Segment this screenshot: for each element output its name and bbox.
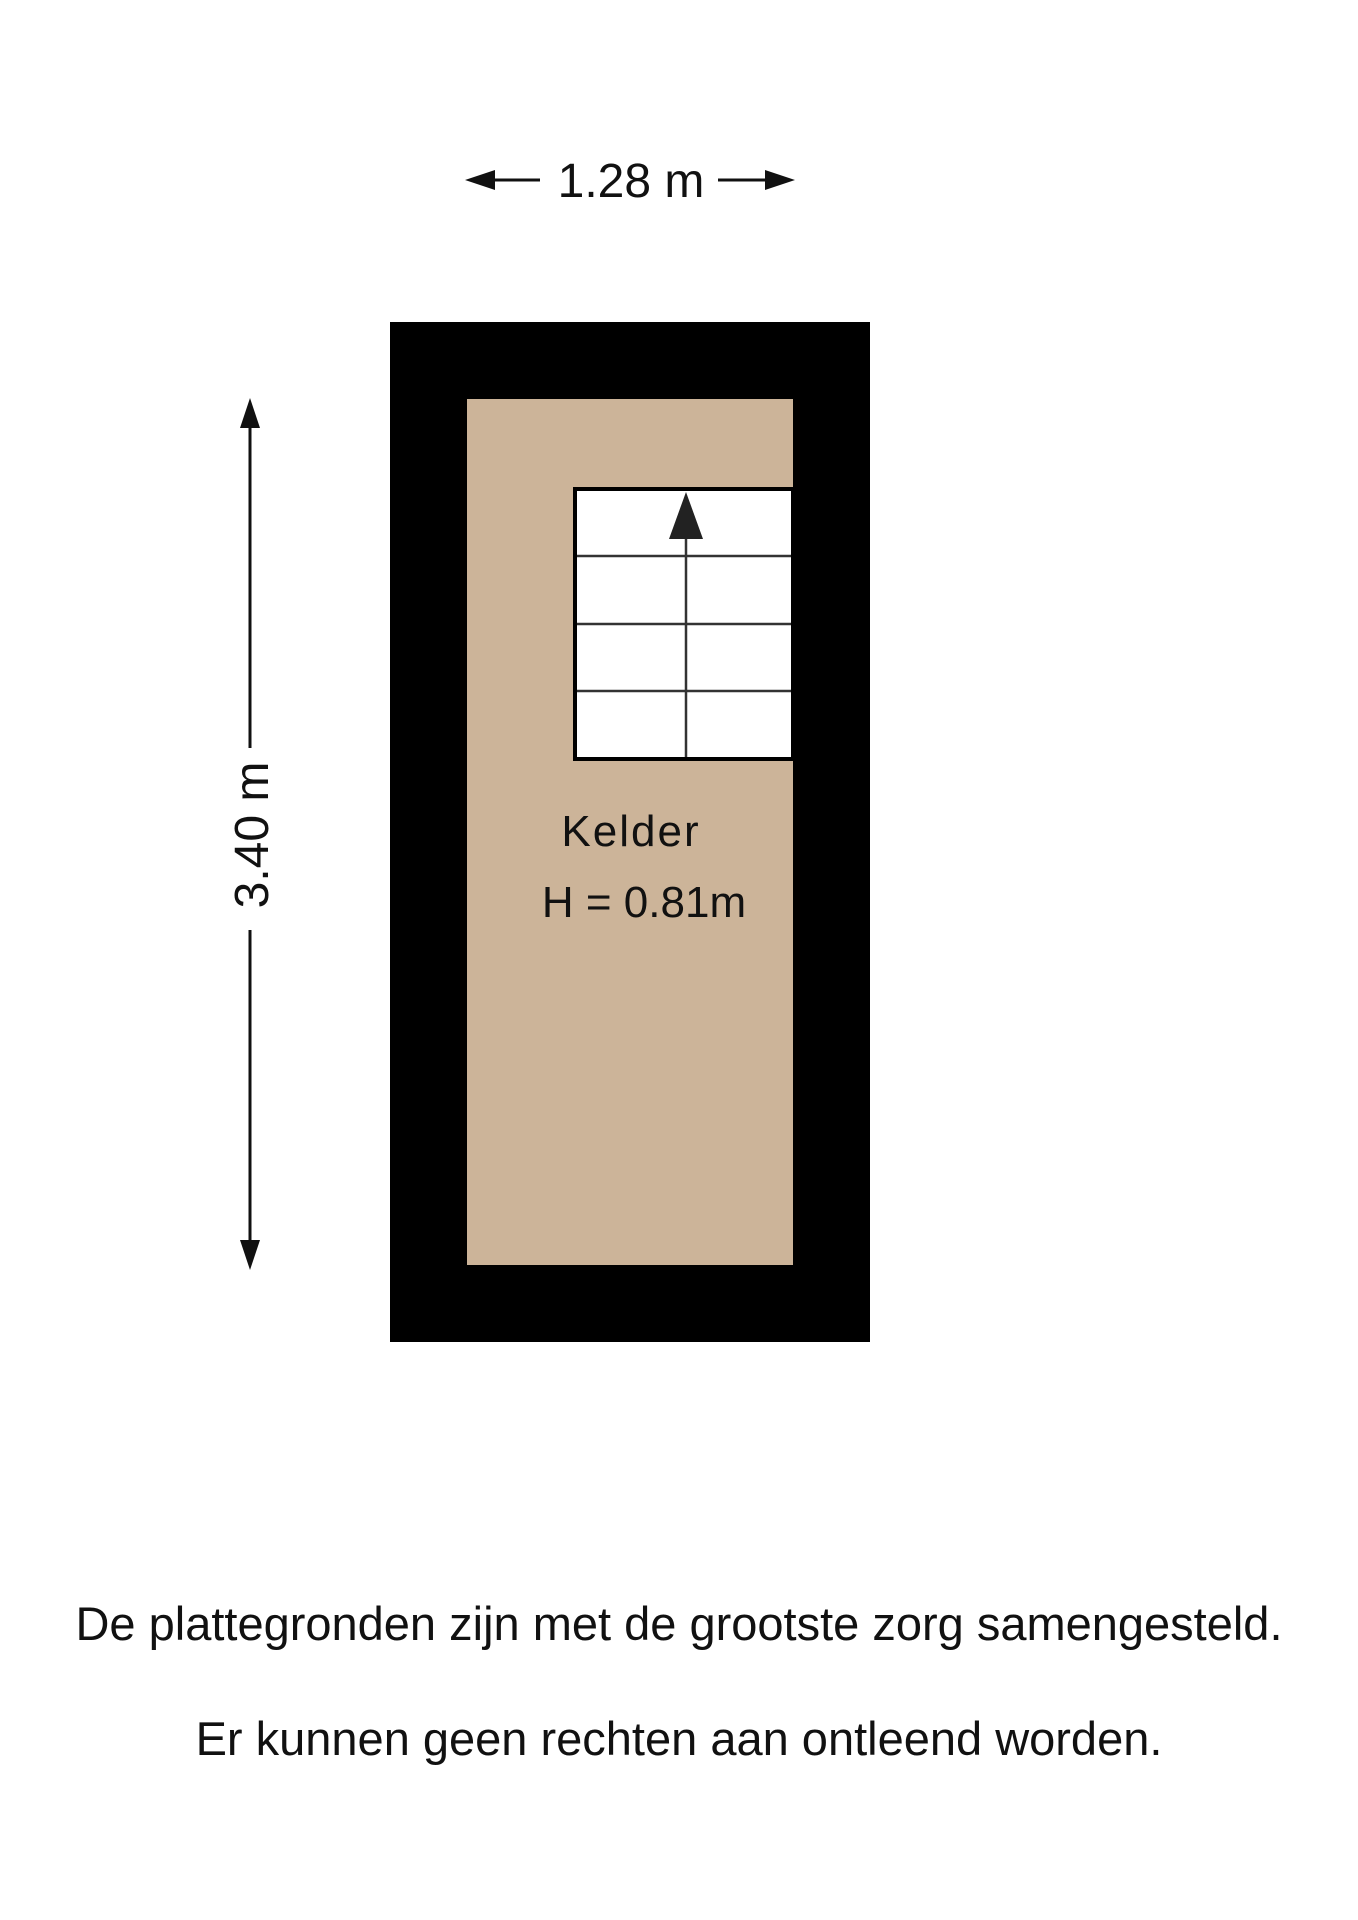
- disclaimer-line-1: De plattegronden zijn met de grootste zorg samengesteld.: [75, 1597, 1283, 1650]
- length-dimension-label: 3.40 m: [226, 761, 279, 909]
- staircase: [575, 489, 793, 759]
- room-name: Kelder: [561, 807, 701, 856]
- disclaimer-line-2: Er kunnen geen rechten aan ontleend worden.: [195, 1712, 1163, 1765]
- width-arrow-right-icon: [765, 170, 795, 190]
- width-dimension: [465, 155, 795, 208]
- room-height: H = 0.81m: [541, 878, 747, 927]
- length-arrow-down-icon: [240, 1240, 260, 1270]
- width-arrow-left-icon: [465, 170, 495, 190]
- length-dimension: [226, 398, 279, 1270]
- length-arrow-up-icon: [240, 398, 260, 428]
- width-dimension-label: 1.28 m: [557, 155, 705, 208]
